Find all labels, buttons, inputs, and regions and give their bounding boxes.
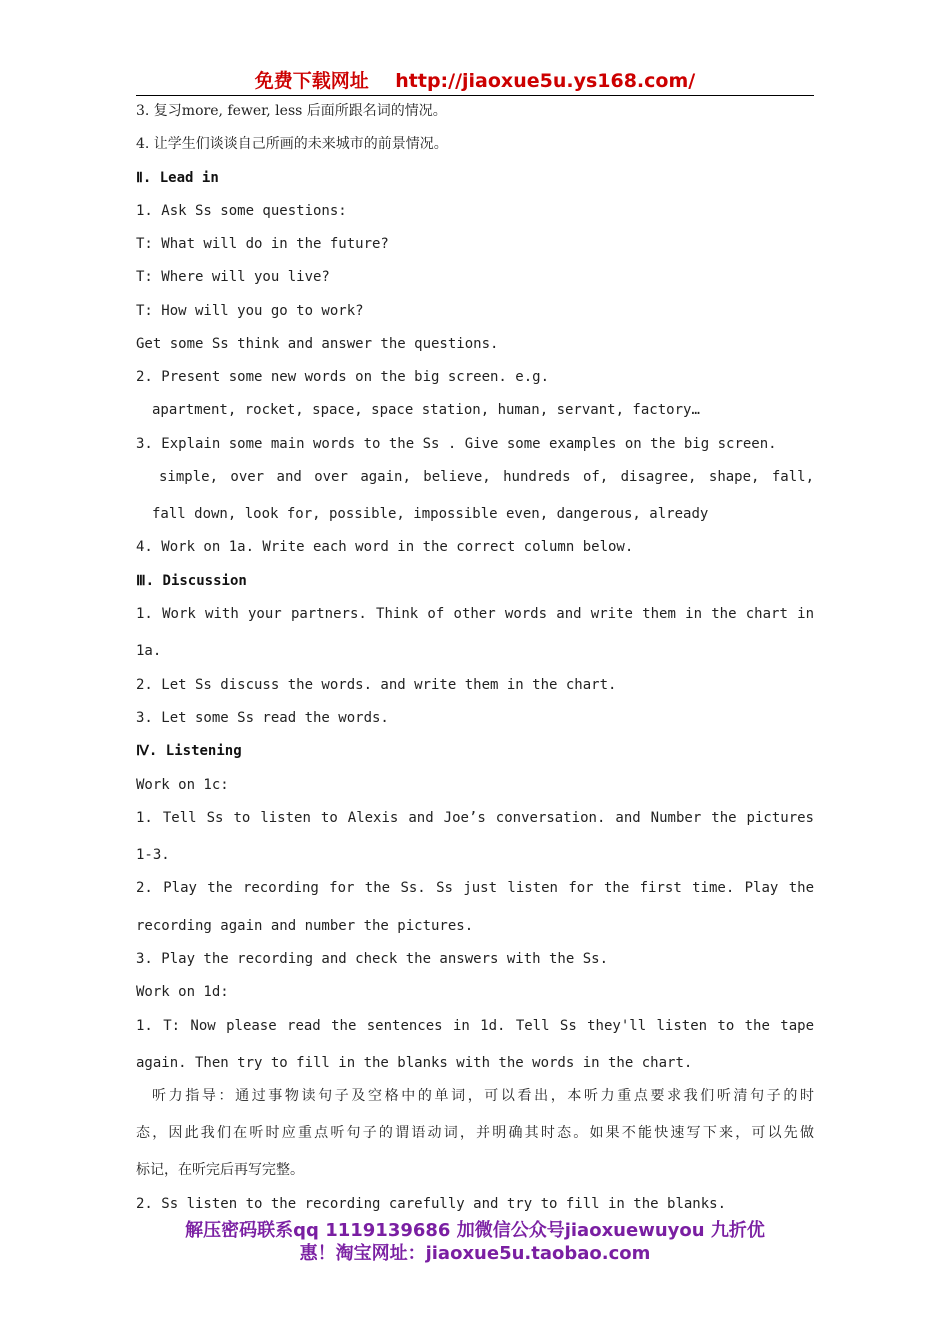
text-line: 3. 复习more, fewer, less 后面所跟名词的情况。 bbox=[136, 103, 447, 119]
text-line: 听力指导：通过事物读句子及空格中的单词，可以看出，本听力重点要求我们听清句子的时 bbox=[152, 1088, 814, 1104]
text-line: Work on 1d: bbox=[136, 984, 229, 1000]
text-line: 4. Work on 1a. Write each word in the correct column below. bbox=[136, 539, 634, 555]
section-heading: Ⅱ. Lead in bbox=[136, 170, 219, 186]
text-line: T: How will you go to work? bbox=[136, 303, 364, 319]
text-line: simple, over and over again, believe, hundreds of, disagree, shape, fall, bbox=[159, 469, 814, 485]
text-line: Work on 1c: bbox=[136, 777, 229, 793]
text-line: apartment, rocket, space, space station, human, servant, factory… bbox=[152, 402, 700, 418]
text-line: 标记，在听完后再写完整。 bbox=[136, 1162, 304, 1178]
text-line: 1. T: Now please read the sentences in 1d. Tell Ss they'll listen to the tape bbox=[136, 1018, 814, 1034]
text-line: T: What will do in the future? bbox=[136, 236, 389, 252]
page-header bbox=[136, 68, 814, 94]
footer-shop: 惠！淘宝网址：jiaoxue5u.taobao.com bbox=[299, 1243, 651, 1264]
section-heading: Ⅲ. Discussion bbox=[136, 573, 247, 589]
text-line: 2. Let Ss discuss the words. and write them in the chart. bbox=[136, 677, 617, 693]
text-line: 3. Play the recording and check the answers with the Ss. bbox=[136, 951, 609, 967]
text-line: again. Then try to fill in the blanks with the words in the chart. bbox=[136, 1055, 693, 1071]
header-divider bbox=[136, 95, 814, 96]
text-line: fall down, look for, possible, impossible even, dangerous, already bbox=[152, 506, 709, 522]
header-label: 免费下载网址 bbox=[254, 70, 369, 92]
text-line: 2. Present some new words on the big screen. e.g. bbox=[136, 369, 550, 385]
section-heading: Ⅳ. Listening bbox=[136, 743, 242, 759]
text-line: 1. Ask Ss some questions: bbox=[136, 203, 347, 219]
text-line: 1-3. bbox=[136, 847, 170, 863]
text-line: Get some Ss think and answer the questions. bbox=[136, 336, 499, 352]
text-line: 1. Tell Ss to listen to Alexis and Joe’s conversation. and Number the pictures bbox=[136, 810, 814, 826]
text-line: 3. Explain some main words to the Ss . Give some examples on the big screen. bbox=[136, 436, 777, 452]
text-line: 4. 让学生们谈谈自己所画的未来城市的前景情况。 bbox=[136, 136, 448, 152]
text-line: 2. Play the recording for the Ss. Ss just listen for the first time. Play the bbox=[136, 880, 814, 896]
text-line: 3. Let some Ss read the words. bbox=[136, 710, 389, 726]
text-line: 态，因此我们在听时应重点听句子的谓语动词，并明确其时态。如果不能快速写下来，可以先做 bbox=[136, 1125, 814, 1141]
text-line: T: Where will you live? bbox=[136, 269, 330, 285]
text-line: recording again and number the pictures. bbox=[136, 918, 474, 934]
footer-contact: 解压密码联系qq 1119139686 加微信公众号jiaoxuewuyou 九折优 bbox=[185, 1220, 765, 1241]
text-line: 1a. bbox=[136, 643, 162, 659]
header-url[interactable]: http://jiaoxue5u.ys168.com/ bbox=[395, 70, 696, 92]
text-line: 2. Ss listen to the recording carefully and try to fill in the blanks. bbox=[136, 1196, 727, 1212]
text-line: 1. Work with your partners. Think of other words and write them in the chart in bbox=[136, 606, 814, 622]
